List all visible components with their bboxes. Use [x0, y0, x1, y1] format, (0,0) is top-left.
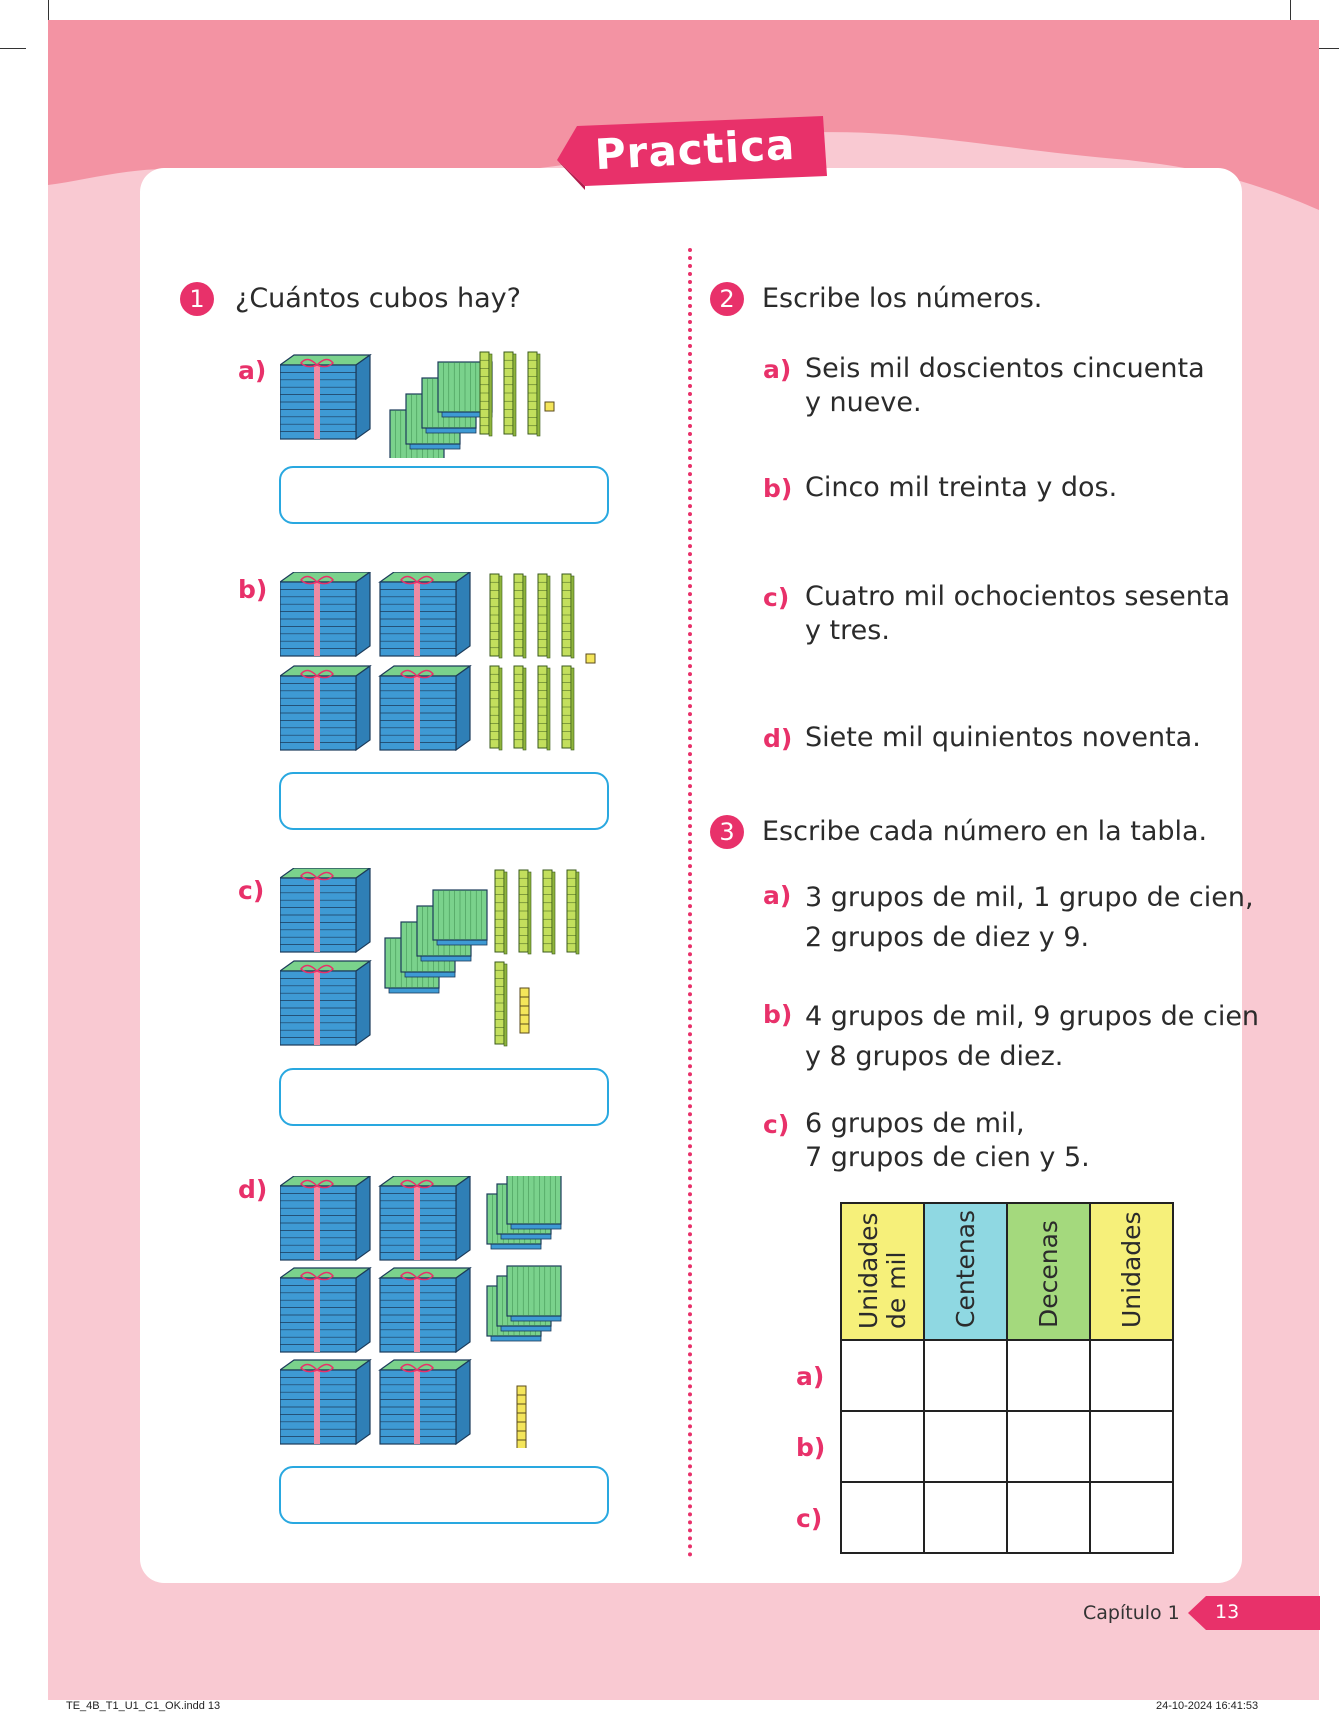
q2-item-b-text: Cinco mil treinta y dos. [805, 472, 1118, 503]
thousand-cube [280, 868, 370, 952]
crop-mark [0, 48, 26, 49]
q3-item-b-text: 4 grupos de mil, 9 grupos de cien y 8 grupos de diez. [805, 1001, 1260, 1072]
q3-item-b-letter: b) [763, 1000, 793, 1029]
cell-b-hundreds[interactable] [924, 1411, 1007, 1482]
hundred-flat [507, 1266, 561, 1321]
ten-rod [562, 574, 574, 658]
one-cube [517, 1395, 526, 1404]
thousand-cube [380, 1360, 470, 1444]
q3-item-c-text: 6 grupos de mil, 7 grupos de cien y 5. [805, 1108, 1090, 1173]
header-thousands: Unidades de mil [841, 1203, 924, 1340]
header-ones: Unidades [1090, 1203, 1173, 1340]
q1-part-c-blocks [280, 868, 620, 1050]
ten-rod [514, 666, 526, 750]
q1-part-c-answer-box[interactable] [279, 1068, 609, 1126]
cell-a-tens[interactable] [1007, 1340, 1090, 1411]
banner-title: Practica [593, 119, 797, 179]
thousand-cube [280, 1268, 370, 1352]
question-1-badge: 1 [180, 282, 214, 316]
ten-rod [490, 574, 502, 658]
thousand-cube [380, 1268, 470, 1352]
q3-item-a-text: 3 grupos de mil, 1 grupo de cien, 2 grupos de diez y 9. [805, 882, 1254, 953]
question-2-badge: 2 [710, 282, 744, 316]
q2-item-c-letter: c) [763, 583, 790, 612]
table-row-c-letter: c) [796, 1504, 823, 1533]
cell-a-hundreds[interactable] [924, 1340, 1007, 1411]
thousand-cube [280, 355, 370, 439]
ten-rod [495, 870, 507, 954]
ten-rod [538, 574, 550, 658]
q2-item-a-letter: a) [763, 355, 792, 384]
ten-rod [495, 962, 507, 1046]
cell-b-thousands[interactable] [841, 1411, 924, 1482]
hundred-flat [507, 1176, 561, 1229]
ten-rod [538, 666, 550, 750]
column-divider [688, 248, 692, 1558]
cell-c-thousands[interactable] [841, 1482, 924, 1553]
chapter-label: Capítulo 1 [1083, 1602, 1180, 1624]
ten-rod [543, 870, 555, 954]
q1-part-a-letter: a) [238, 356, 267, 385]
q1-part-d-blocks [280, 1176, 620, 1448]
cell-c-ones[interactable] [1090, 1482, 1173, 1553]
q1-part-b-letter: b) [238, 575, 268, 604]
ten-rod [519, 870, 531, 954]
cell-a-thousands[interactable] [841, 1340, 924, 1411]
page-number: 13 [1215, 1601, 1240, 1623]
one-cube [517, 1404, 526, 1413]
ten-rod [562, 666, 574, 750]
q1-part-a-answer-box[interactable] [279, 466, 609, 524]
ten-rod [514, 574, 526, 658]
q3-item-c-letter: c) [763, 1110, 790, 1139]
table-row-a-letter: a) [796, 1362, 825, 1391]
cell-b-tens[interactable] [1007, 1411, 1090, 1482]
table-row-b-letter: b) [796, 1433, 826, 1462]
q1-part-d-answer-box[interactable] [279, 1466, 609, 1524]
question-2-prompt: Escribe los números. [762, 283, 1043, 314]
one-cube [517, 1431, 526, 1440]
slug-filename: TE_4B_T1_U1_C1_OK.indd 13 [66, 1700, 221, 1712]
one-cube [586, 654, 595, 663]
one-cube [517, 1413, 526, 1422]
one-cube [520, 1006, 529, 1015]
ten-rod [528, 352, 540, 436]
cell-c-hundreds[interactable] [924, 1482, 1007, 1553]
question-3-badge: 3 [710, 815, 744, 849]
thousand-cube [380, 666, 470, 750]
q1-part-b-answer-box[interactable] [279, 772, 609, 830]
one-cube [520, 988, 529, 997]
one-cube [517, 1422, 526, 1431]
q1-part-a-blocks [280, 350, 620, 458]
ten-rod [504, 352, 516, 436]
ten-rod [480, 352, 492, 436]
question-1-prompt: ¿Cuántos cubos hay? [235, 283, 521, 314]
thousand-cube [280, 572, 370, 656]
place-value-table [840, 1202, 1174, 1554]
cell-b-ones[interactable] [1090, 1411, 1173, 1482]
one-cube [520, 1024, 529, 1033]
one-cube [517, 1440, 526, 1448]
one-cube [520, 997, 529, 1006]
q2-item-b-letter: b) [763, 474, 793, 503]
q1-part-c-letter: c) [238, 876, 265, 905]
q2-item-d-letter: d) [763, 724, 793, 753]
q2-item-a-text: Seis mil doscientos cincuenta y nueve. [805, 353, 1205, 418]
q2-item-c-text: Cuatro mil ochocientos sesenta y tres. [805, 581, 1231, 646]
thousand-cube [280, 666, 370, 750]
q1-part-d-letter: d) [238, 1175, 268, 1204]
slug-timestamp: 24-10-2024 16:41:53 [1156, 1700, 1259, 1712]
one-cube [545, 402, 554, 411]
ten-rod [490, 666, 502, 750]
thousand-cube [280, 1176, 370, 1260]
cell-a-ones[interactable] [1090, 1340, 1173, 1411]
one-cube [517, 1386, 526, 1395]
thousand-cube [380, 572, 470, 656]
thousand-cube [280, 1360, 370, 1444]
cell-c-tens[interactable] [1007, 1482, 1090, 1553]
header-tens: Decenas [1007, 1203, 1090, 1340]
q3-item-a-letter: a) [763, 881, 792, 910]
q1-part-b-blocks [280, 572, 620, 757]
thousand-cube [280, 961, 370, 1045]
thousand-cube [380, 1176, 470, 1260]
header-hundreds: Centenas [924, 1203, 1007, 1340]
q2-item-d-text: Siete mil quinientos noventa. [805, 722, 1201, 753]
hundred-flat [433, 890, 487, 945]
ten-rod [567, 870, 579, 954]
one-cube [520, 1015, 529, 1024]
question-3-prompt: Escribe cada número en la tabla. [762, 816, 1208, 847]
